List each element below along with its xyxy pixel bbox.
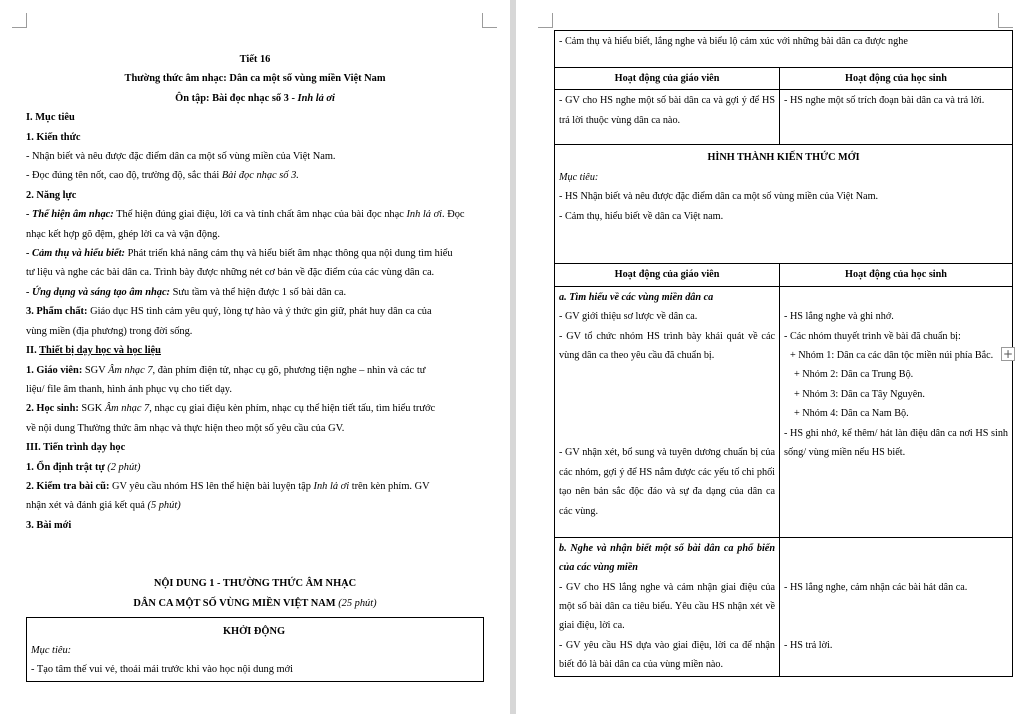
step-new-lesson: 3. Bài mới <box>26 519 72 531</box>
teacher-step: - GV nhận xét, bổ sung và tuyên dương chuẩn bị của các nhóm, gợi ý để HS nắm được các yếu tố chi phối tạo nên bản sắc độc đáo và sự đa dạng của dân ca các vùng. <box>559 447 775 517</box>
knowledge-item: - Đọc đúng tên nốt, cao độ, trường độ, sắc thái Bài đọc nhạc số 3. <box>26 170 299 182</box>
content-heading: NỘI DUNG 1 - THƯỜNG THỨC ÂM NHẠC <box>153 578 357 590</box>
objective-item: - HS Nhận biết và nêu được đặc điểm dân ca một số vùng miền của Việt Nam. <box>559 191 879 203</box>
warmup-objective-label: Mục tiêu: <box>31 644 72 656</box>
competency-item-cont: tư liệu và nghe các bài dân ca. Trình bày được những nét cơ bản về đặc điểm của các vùng dân ca. <box>26 267 435 279</box>
teacher-step: - GV yêu cầu HS dựa vào giai điệu, lời ca để nhận biết đó là bài dân ca của vùng miền nào. <box>559 639 775 671</box>
heading-equipment: II. Thiết bị dạy học và học liệu <box>26 345 161 357</box>
warmup-objective: - Tạo tâm thế vui vẻ, thoải mái trước khi vào học nội dung mới <box>31 663 293 675</box>
table-cell <box>555 537 780 676</box>
teacher-step: - GV giới thiệu sơ lược về dân ca. <box>559 311 698 323</box>
table-cell <box>780 286 1013 537</box>
activity-title: b. Nghe và nhận biết một số bài dân ca phổ biến của các vùng miền <box>559 542 775 574</box>
table-cell <box>555 286 780 537</box>
table-row <box>555 68 1013 90</box>
warmup-title: KHỞI ĐỘNG <box>222 625 286 637</box>
teacher-equipment: 1. Giáo viên: SGV Âm nhạc 7, đàn phím điện tử, nhạc cụ gõ, phương tiện nghe – nhìn và các tư <box>26 364 426 376</box>
table-row <box>555 31 1013 68</box>
section-title: HÌNH THÀNH KIẾN THỨC MỚI <box>707 152 860 164</box>
crop-mark <box>482 13 497 28</box>
table-row <box>555 264 1013 286</box>
step-order: 1. Ổn định trật tự (2 phút) <box>26 461 141 473</box>
crop-mark <box>538 13 553 28</box>
activity-title: a. Tìm hiểu về các vùng miền dân ca <box>559 291 714 303</box>
student-step: - Các nhóm thuyết trình về bài đã chuẩn bị: <box>784 330 961 342</box>
student-step: - HS lắng nghe và ghi nhớ. <box>784 311 894 323</box>
lesson-title: Thường thức âm nhạc: Dân ca một số vùng miền Việt Nam <box>124 73 386 85</box>
teacher-step: - GV cho HS lắng nghe và cảm nhận giai điệu của một số bài dân ca tiêu biểu. Yêu cầu HS nhận xét về giai điệu, lời ca. <box>559 581 775 632</box>
student-group: + Nhóm 1: Dân ca các dân tộc miền núi phía Bắc. <box>790 350 994 362</box>
student-group: + Nhóm 3: Dân ca Tây Nguyên. <box>794 388 925 400</box>
teacher-step: - GV tổ chức nhóm HS trình bày khái quát về các vùng dân ca theo yêu cầu đã chuẩn bị. <box>559 330 775 362</box>
teacher-equipment-cont: liệu/ file âm thanh, hình ảnh phục vụ cho tiết dạy. <box>26 383 232 395</box>
lesson-number: Tiết 16 <box>239 54 271 65</box>
header-teacher: Hoạt động của giáo viên <box>555 264 780 286</box>
table-row <box>555 90 1013 145</box>
objective-label: Mục tiêu: <box>559 171 599 183</box>
student-equipment-cont: về nội dung Thường thức âm nhạc và thực hiện theo một số yêu cầu của GV. <box>26 422 345 434</box>
student-group: + Nhóm 4: Dân ca Nam Bộ. <box>794 408 909 420</box>
competency-item: - Thể hiện âm nhạc: Thể hiện đúng giai điệu, lời ca và tính chất âm nhạc của bài đọc nhạc Inh lả ơi. Đọc <box>26 209 465 221</box>
header-student: Hoạt động của học sinh <box>780 68 1013 90</box>
student-step: - HS lắng nghe, cảm nhận các bài hát dân ca. <box>784 581 968 593</box>
activity-table <box>554 30 1013 677</box>
step-review: 2. Kiểm tra bài cũ: GV yêu cầu nhóm HS lên thể hiện bài luyện tập Inh lả ơi trên kèn phím. GV <box>26 480 430 492</box>
document-page-left <box>0 0 510 714</box>
competency-item: - Cảm thụ và hiểu biết: Phát triển khả năng cảm thụ và hiểu biết âm nhạc thông qua nội dung tìm hiểu <box>26 248 453 260</box>
warmup-box <box>26 617 484 682</box>
table-row <box>555 537 1013 676</box>
table-row <box>555 145 1013 264</box>
heading-knowledge: 1. Kiến thức <box>26 131 81 143</box>
table-cell: - HS nghe một số trích đoạn bài dân ca và trả lời. <box>780 90 1013 145</box>
competency-item-cont: nhạc kết hợp gõ đệm, ghép lời ca và vận động. <box>26 228 220 240</box>
header-teacher: Hoạt động của giáo viên <box>555 68 780 90</box>
crop-mark <box>998 13 1013 28</box>
student-step: - HS ghi nhớ, kể thêm/ hát làn điệu dân ca nơi HS sinh sống/ vùng miền nếu HS biết. <box>784 427 1009 459</box>
table-row <box>555 286 1013 537</box>
table-cell <box>555 145 1013 264</box>
lesson-subtitle: Ôn tập: Bài đọc nhạc số 3 - Inh lả ơi <box>175 92 335 104</box>
table-cell: - Cảm thụ và hiểu biết, lắng nghe và biểu lộ cảm xúc với những bài dân ca được nghe <box>555 31 1013 68</box>
heading-procedure: III. Tiến trình dạy học <box>26 442 126 454</box>
crop-mark <box>12 13 27 28</box>
step-review-cont: nhận xét và đánh giá kết quả (5 phút) <box>26 500 181 512</box>
add-row-button[interactable]: + <box>1002 347 1014 361</box>
student-step: - HS trả lời. <box>784 639 833 651</box>
table-cell <box>780 537 1013 676</box>
content-subheading: DÂN CA MỘT SỐ VÙNG MIỀN VIỆT NAM (25 phút) <box>133 597 377 609</box>
table-cell: - GV cho HS nghe một số bài dân ca và gợi ý để HS trả lời thuộc vùng dân ca nào. <box>555 90 780 145</box>
heading-objectives: I. Mục tiêu <box>26 112 75 124</box>
heading-competency: 2. Năng lực <box>26 189 77 201</box>
qualities: 3. Phẩm chất: Giáo dục HS tình cảm yêu quý, lòng tự hào và ý thức gìn giữ, phát huy dân ca của <box>26 306 432 318</box>
student-group: + Nhóm 2: Dân ca Trung Bộ. <box>794 369 914 381</box>
left-page-content <box>26 50 484 682</box>
header-student: Hoạt động của học sinh <box>780 264 1013 286</box>
competency-item: - Ứng dụng và sáng tạo âm nhạc: Sưu tầm và thể hiện được 1 số bài dân ca. <box>26 286 347 298</box>
qualities-cont: vùng miền (địa phương) trong đời sống. <box>26 325 193 337</box>
objective-item: - Cảm thụ, hiểu biết về dân ca Việt nam. <box>559 210 724 222</box>
knowledge-item: - Nhận biết và nêu được đặc điểm dân ca một số vùng miền của Việt Nam. <box>26 151 336 163</box>
document-page-right <box>516 0 1029 714</box>
student-equipment: 2. Học sinh: SGK Âm nhạc 7, nhạc cụ giai điệu kèn phím, nhạc cụ thể hiện tiết tấu, tìm hiểu trước <box>26 403 436 415</box>
